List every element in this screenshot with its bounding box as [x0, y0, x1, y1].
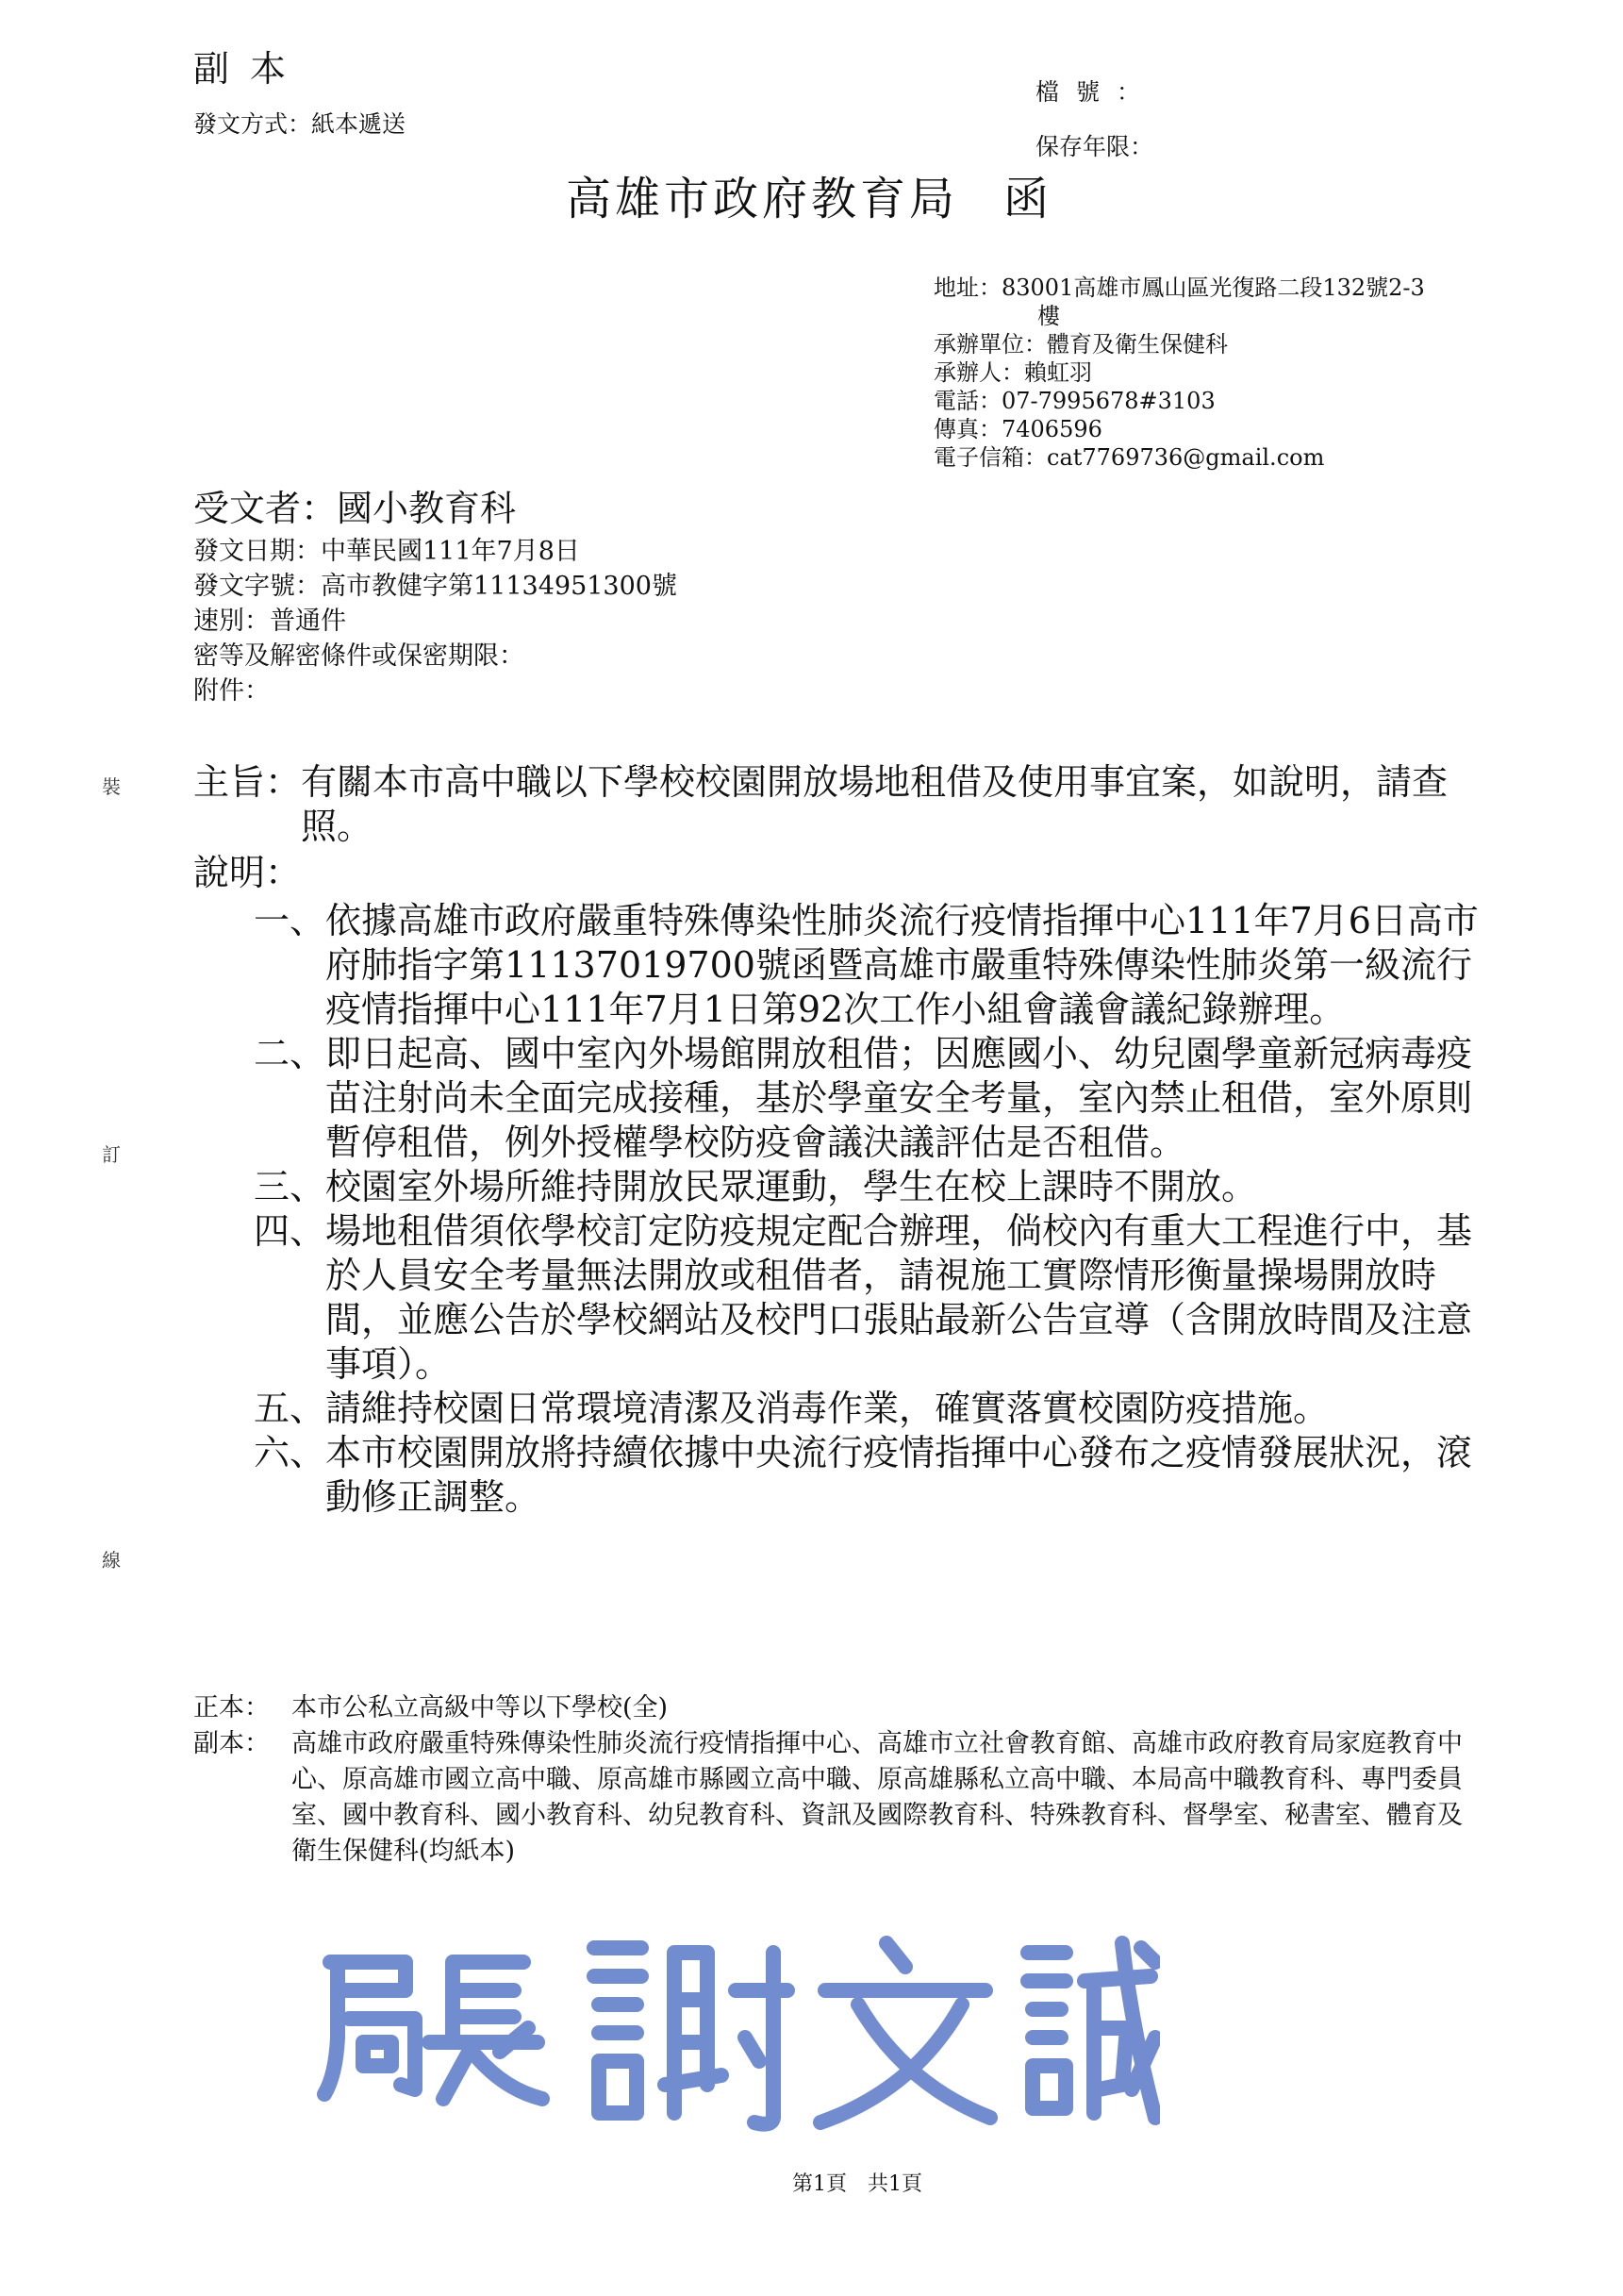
explanation-item [193, 899, 1485, 1032]
item-text: 本市校園開放將持續依據中央流行疫情指揮中心發布之疫情發展狀況，滾動修正調整。 [325, 1432, 1473, 1518]
explanation-label: 說明： [193, 852, 302, 893]
issuing-agency: 高雄市政府教育局 [566, 173, 959, 225]
handling-unit: 承辦單位：體育及衛生保健科 [934, 331, 1228, 358]
copy-recipients [193, 1726, 1466, 1870]
recipient: 受文者：國小教育科 [193, 488, 517, 529]
copy-text: 高雄市政府嚴重特殊傳染性肺炎流行疫情指揮中心、高雄市立社會教育館、高雄市政府教育局家庭教育中心、原高雄市國立高中職、原高雄市縣國立高中職、原高雄縣私立高中職、本局高中職教育科、專門委員室、國中教育科、國小教育科、幼兒教育科、資訊及國際教育科、特殊教育科、督學室、秘書室、體育及衛生保健科(均紙本) [291, 1729, 1463, 1866]
binding-mark: 訂 [102, 1143, 121, 1166]
address-line: 地址：83001高雄市鳳山區光復路二段132號2-3 [934, 275, 1425, 301]
page-total: 共1頁 [868, 2172, 922, 2196]
email: 電子信箱：cat7769736@gmail.com [934, 444, 1325, 471]
item-number: 五、 [253, 1388, 325, 1429]
send-method: 發文方式：紙本遞送 [193, 110, 406, 138]
secrecy-level: 密等及解密條件或保密期限： [193, 641, 524, 671]
letter-body [193, 760, 1485, 1520]
handler: 承辦人：賴虹羽 [934, 359, 1092, 386]
original-label: 正本： [193, 1693, 270, 1722]
issue-date: 發文日期：中華民國111年7月8日 [193, 537, 580, 566]
explanation-item [193, 1431, 1485, 1520]
subject-text: 有關本市高中職以下學校校園開放場地租借及使用事宜案，如說明，請查照。 [301, 761, 1449, 847]
contact-block [934, 274, 1425, 472]
attachments: 附件： [193, 676, 270, 706]
document-type: 函 [1003, 173, 1053, 225]
item-number: 一、 [253, 900, 325, 941]
explanation-item [193, 1387, 1485, 1431]
binding-mark: 裝 [102, 775, 121, 798]
file-number-label: 檔號： [1035, 78, 1158, 106]
phone: 電話：07-7995678#3103 [934, 388, 1216, 414]
page-footer [792, 2168, 922, 2197]
item-text: 場地租借須依學校訂定防疫規定配合辦理，倘校內有重大工程進行中，基於人員安全考量無法開放或租借者，請視施工實際情形衡量操場開放時間，並應公告於學校網站及校門口張貼最新公告宣導（含開放時間及注意事項）。 [325, 1210, 1473, 1385]
copy-mark: 副本 [193, 48, 307, 90]
item-number: 二、 [253, 1033, 325, 1074]
explanation-item [193, 1165, 1485, 1209]
copy-label: 副本： [193, 1729, 270, 1758]
document-number: 發文字號：高市教健字第11134951300號 [193, 572, 677, 601]
document-title [566, 162, 1052, 227]
item-text: 請維持校園日常環境清潔及消毒作業，確實落實校園防疫措施。 [325, 1388, 1330, 1429]
binding-mark: 線 [102, 1549, 121, 1572]
speed-class: 速別：普通件 [193, 607, 346, 636]
original-recipients [193, 1690, 1466, 1726]
address-line-cont: 樓 [1037, 303, 1060, 329]
item-text: 依據高雄市政府嚴重特殊傳染性肺炎流行疫情指揮中心111年7月6日高市府肺指字第11137019700號函暨高雄市嚴重特殊傳染性肺炎第一級流行疫情指揮中心111年7月1日第92次工作小組會議會議紀錄辦理。 [325, 900, 1479, 1030]
item-text: 校園室外場所維持開放民眾運動，學生在校上課時不開放。 [325, 1166, 1258, 1207]
page-number: 第1頁 [792, 2172, 847, 2196]
original-text: 本市公私立高級中等以下學校(全) [291, 1693, 669, 1722]
subject [193, 760, 1485, 849]
retention-period-label: 保存年限： [1035, 133, 1154, 160]
fax: 傳真：7406596 [934, 416, 1102, 442]
explanation-item [193, 1209, 1485, 1387]
document-meta [193, 534, 677, 708]
item-number: 六、 [253, 1432, 325, 1473]
item-text: 即日起高、國中室內外場館開放租借；因應國小、幼兒園學童新冠病毒疫苗注射尚未全面完成接種，基於學童安全考量，室內禁止租借，室外原則暫停租借，例外授權學校防疫會議決議評估是否租借。 [325, 1033, 1473, 1163]
director-signature [311, 1924, 1160, 2132]
subject-label: 主旨： [193, 761, 302, 803]
distribution-list [193, 1690, 1466, 1870]
item-number: 四、 [253, 1210, 325, 1252]
explanation-item [193, 1032, 1485, 1165]
explanation-list [193, 899, 1485, 1520]
item-number: 三、 [253, 1166, 325, 1207]
